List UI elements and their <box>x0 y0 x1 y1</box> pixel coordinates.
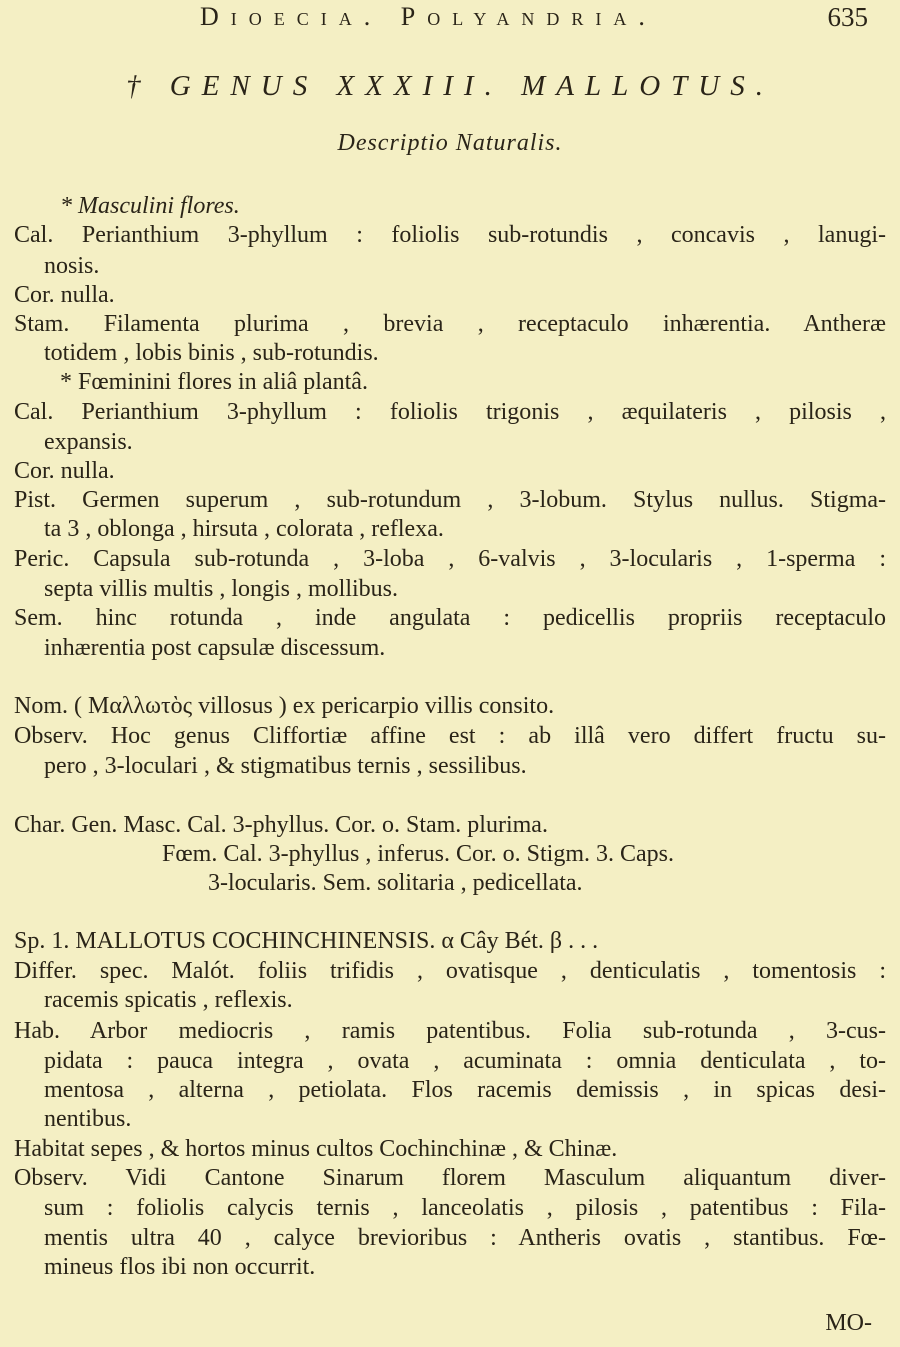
text-line: * Fœminini flores in aliâ plantâ. <box>60 369 368 395</box>
text-line: Observ. Hoc genus Cliffortiæ affine est : ab illâ vero differt fructu su- <box>14 723 886 749</box>
text-line: Cal. Perianthium 3-phyllum : foliolis sub-rotundis , concavis , lanugi- <box>14 222 886 248</box>
text-line: Char. Gen. Masc. Cal. 3-phyllus. Cor. o. Stam. plurima. <box>14 812 548 838</box>
genus-title: † GENUS XXXIII. MALLOTUS. <box>126 70 774 102</box>
text-line: nosis. <box>44 253 100 279</box>
text-line: mineus flos ibi non occurrit. <box>44 1254 316 1280</box>
text-line: Cor. nulla. <box>14 458 115 484</box>
text-line: Peric. Capsula sub-rotunda , 3-loba , 6-valvis , 3-locularis , 1-sperma : <box>14 546 886 572</box>
text-line: Cal. Perianthium 3-phyllum : foliolis trigonis , æquilateris , pilosis , <box>14 399 886 425</box>
catchword: MO- <box>825 1310 872 1336</box>
text-line: Sem. hinc rotunda , inde angulata : pedicellis propriis receptaculo <box>14 605 886 631</box>
text-line: ta 3 , oblonga , hirsuta , colorata , reflexa. <box>44 516 444 542</box>
text-line: septa villis multis , longis , mollibus. <box>44 576 399 602</box>
running-head: Dioecia. Polyandria. <box>200 2 657 31</box>
text-line: pero , 3-loculari , & stigmatibus ternis , sessilibus. <box>44 753 527 779</box>
text-line: Cor. nulla. <box>14 282 115 308</box>
text-line: expansis. <box>44 429 133 455</box>
text-line: Nom. ( Μαλλωτὸς villosus ) ex pericarpio villis consito. <box>14 693 555 719</box>
text-line: Hab. Arbor mediocris , ramis patentibus. Folia sub-rotunda , 3-cus- <box>14 1018 886 1044</box>
text-line: Fœm. Cal. 3-phyllus , inferus. Cor. o. Stigm. 3. Caps. <box>162 841 675 867</box>
text-line: Pist. Germen superum , sub-rotundum , 3-lobum. Stylus nullus. Stigma- <box>14 487 886 513</box>
section-subtitle: Descriptio Naturalis. <box>337 130 563 156</box>
text-line: * Masculini flores. <box>60 193 240 219</box>
text-line: inhærentia post capsulæ discessum. <box>44 635 386 661</box>
text-line: Observ. Vidi Cantone Sinarum florem Masculum aliquantum diver- <box>14 1165 886 1191</box>
text-line: pidata : pauca integra , ovata , acuminata : omnia denticulata , to- <box>44 1048 886 1074</box>
text-line: Habitat sepes , & hortos minus cultos Cochinchinæ , & Chinæ. <box>14 1136 618 1162</box>
text-line: mentis ultra 40 , calyce brevioribus : Antheris ovatis , stantibus. Fœ- <box>44 1225 886 1251</box>
text-line: nentibus. <box>44 1106 132 1132</box>
text-line: sum : foliolis calycis ternis , lanceolatis , pilosis , patentibus : Fila- <box>44 1195 886 1221</box>
text-line: 3-locularis. Sem. solitaria , pedicellata. <box>208 870 583 896</box>
text-line: racemis spicatis , reflexis. <box>44 987 293 1013</box>
text-line: Stam. Filamenta plurima , brevia , receptaculo inhærentia. Antheræ <box>14 311 886 337</box>
page-number: 635 <box>827 2 868 32</box>
text-line: Sp. 1. MALLOTUS COCHINCHINENSIS. α Cây Bét. β . . . <box>14 928 599 954</box>
text-line: mentosa , alterna , petiolata. Flos racemis demissis , in spicas desi- <box>44 1077 886 1103</box>
text-line: Differ. spec. Malót. foliis trifidis , ovatisque , denticulatis , tomentosis : <box>14 958 886 984</box>
text-line: totidem , lobis binis , sub-rotundis. <box>44 340 379 366</box>
